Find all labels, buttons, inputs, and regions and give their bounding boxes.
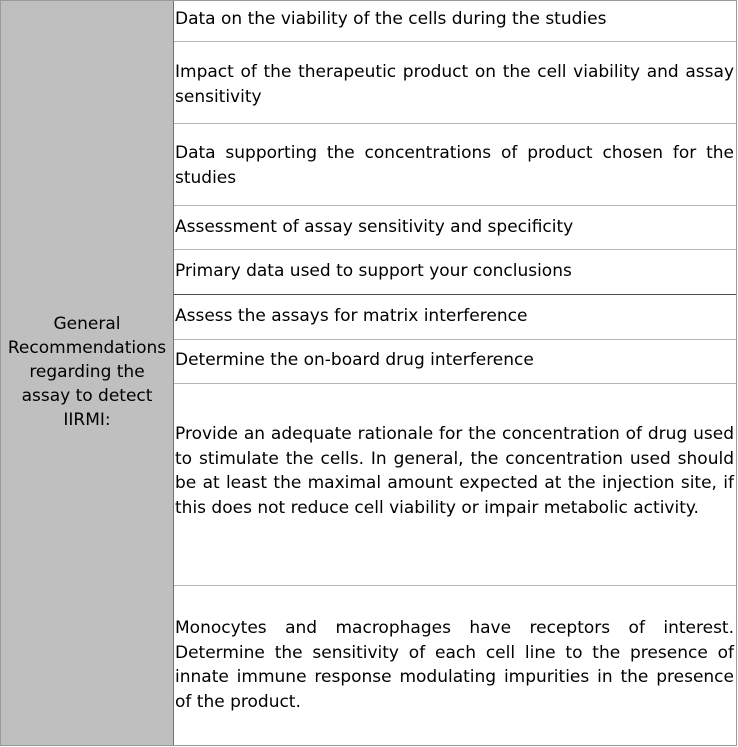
recommendation-text: Impact of the therapeutic product on the cell viability and assay sensitivity	[175, 62, 734, 107]
recommendation-text: Primary data used to support your conclusions	[175, 261, 572, 281]
recommendation-row	[174, 42, 736, 124]
recommendation-text: Assess the assays for matrix interference	[175, 306, 528, 326]
recommendation-row	[174, 206, 736, 250]
category-label: General Recommendations regarding the assay to detect IIRMI:	[7, 314, 167, 430]
recommendation-row	[174, 340, 736, 384]
recommendation-text: Assessment of assay sensitivity and specificity	[175, 217, 574, 237]
recommendation-row	[174, 1, 736, 42]
recommendation-row	[174, 250, 736, 295]
recommendation-text: Data supporting the concentrations of product chosen for the studies	[175, 143, 734, 188]
recommendation-row	[174, 384, 736, 586]
category-cell	[1, 1, 174, 745]
recommendation-text: Determine the on-board drug interference	[175, 350, 534, 370]
recommendations-column	[174, 1, 736, 745]
recommendation-row	[174, 124, 736, 206]
recommendation-text: Provide an adequate rationale for the concentration of drug used to stimulate the cells. In general, the concentration used should be at least the maximal amount expected at the injection site, if this does not reduce cell viability or impair metabolic activity.	[175, 424, 734, 518]
recommendation-row	[174, 295, 736, 340]
recommendation-text: Data on the viability of the cells during the studies	[175, 9, 607, 29]
recommendation-text: Monocytes and macrophages have receptors of interest. Determine the sensitivity of each cell line to the presence of innate immune response modulating impurities in the presence of the product.	[175, 618, 734, 712]
recommendation-row	[174, 586, 736, 745]
